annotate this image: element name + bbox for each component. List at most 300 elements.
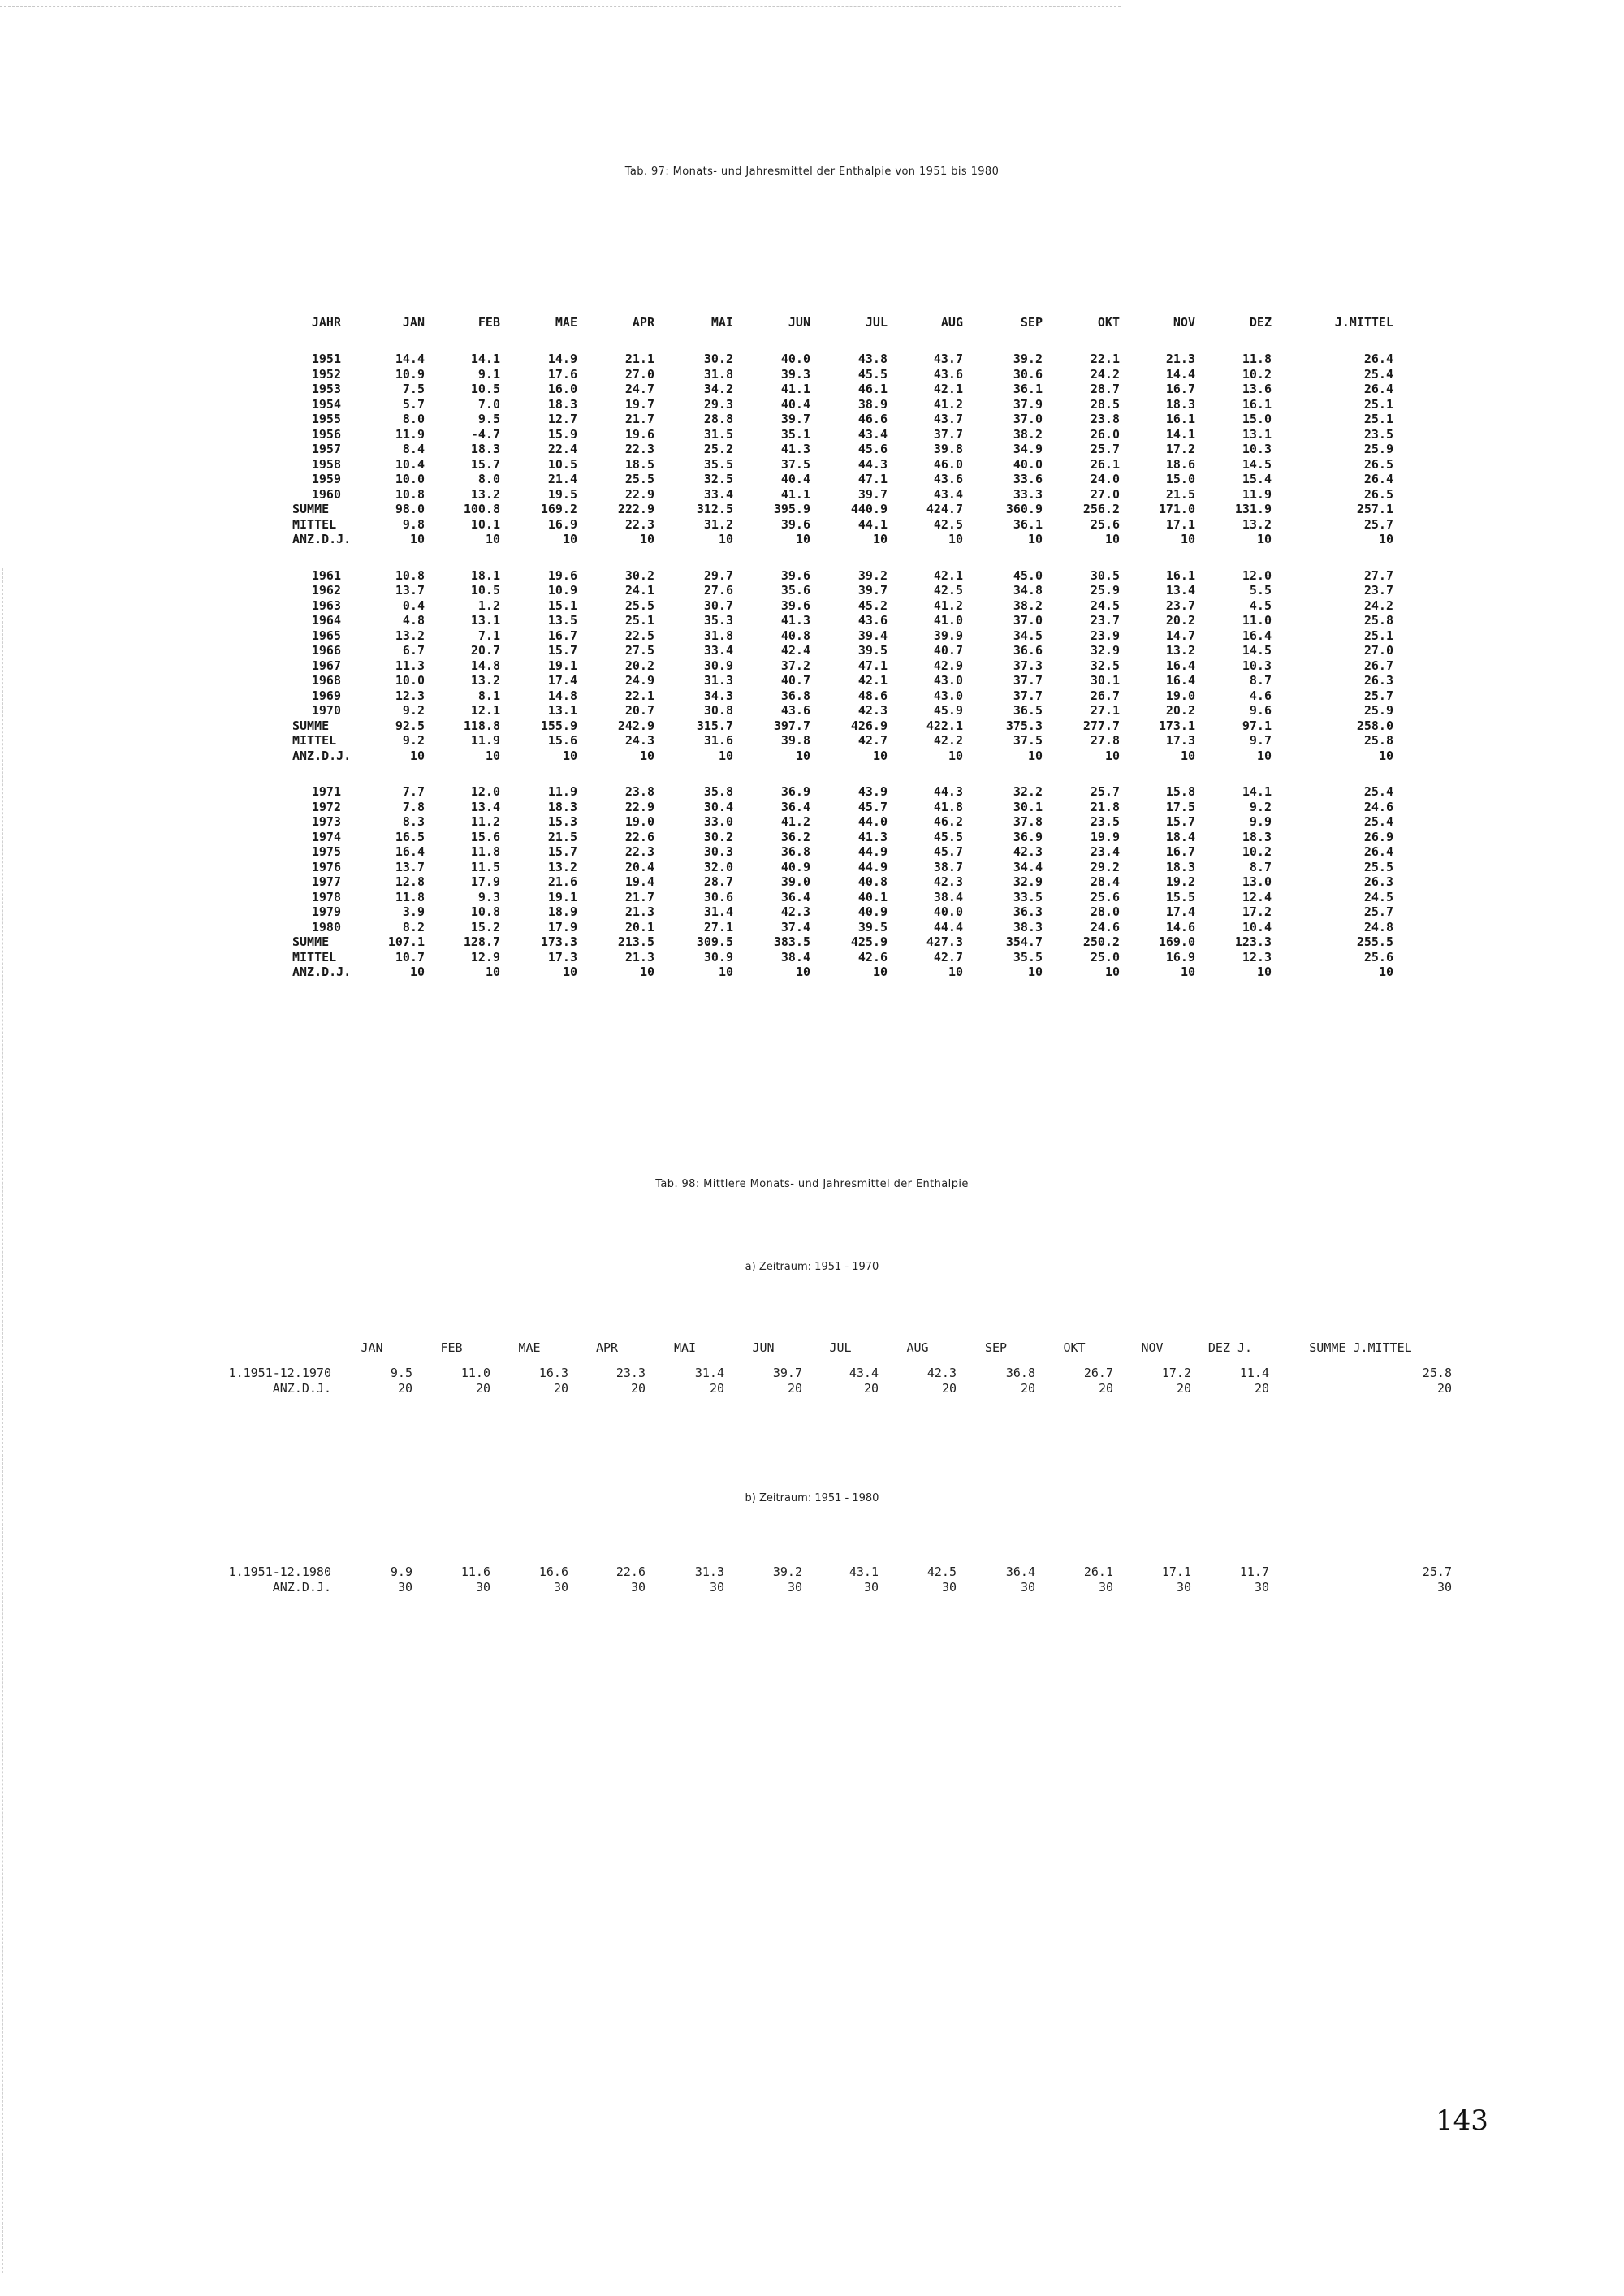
year-row — [292, 397, 1393, 412]
anz-label: ANZ.D.J. — [292, 532, 352, 546]
value-cell: 32.5 — [1090, 658, 1120, 673]
value-cell: 10.5 — [470, 382, 500, 396]
value-cell: 39.4 — [857, 628, 888, 643]
year-cell: 1978 — [311, 889, 341, 904]
year-row — [292, 457, 1393, 473]
row-label: 1.1951-12.1970 — [228, 1366, 331, 1380]
value-cell: 25.1 — [1363, 628, 1393, 643]
column-header: APR — [595, 1340, 619, 1355]
value-cell: 18.3 — [1165, 859, 1195, 874]
year-row — [292, 673, 1393, 688]
value-cell: 19.0 — [1165, 688, 1195, 703]
value-cell: 14.8 — [547, 688, 577, 703]
value-cell: 39.6 — [780, 516, 810, 532]
value-cell: 37.5 — [780, 456, 810, 472]
value-cell: 45.5 — [933, 829, 963, 844]
column-header: FEB — [440, 1340, 463, 1355]
value-cell: 35.5 — [703, 456, 733, 472]
year-cell: 1954 — [311, 396, 341, 412]
value-cell: 107.1 — [387, 934, 425, 949]
value-cell: 27.0 — [624, 366, 654, 382]
value-cell: 41.3 — [780, 613, 810, 628]
value-cell: 10 — [718, 532, 733, 546]
value-cell: 17.9 — [470, 874, 500, 889]
value-cell: 35.3 — [703, 613, 733, 628]
value-cell: 12.0 — [1242, 568, 1272, 583]
value-cell: 37.2 — [780, 658, 810, 673]
value-cell: 17.3 — [547, 949, 577, 965]
value-cell: 39.5 — [857, 919, 888, 934]
value-cell: 26.3 — [1363, 874, 1393, 889]
value-cell: 31.6 — [703, 733, 733, 748]
value-cell: 21.7 — [624, 889, 654, 904]
value-cell: 17.5 — [1165, 799, 1195, 814]
value-cell: 21.3 — [624, 949, 654, 965]
value-cell: 19.5 — [547, 486, 577, 502]
value-cell: 42.5 — [933, 583, 963, 598]
value-cell: 25.7 — [1090, 442, 1120, 456]
column-header: JAHR — [311, 315, 341, 330]
value-cell: 10 — [562, 532, 577, 546]
value-cell: 24.5 — [1363, 889, 1393, 904]
separator-cell — [292, 547, 1393, 568]
value-cell: 257.1 — [1356, 502, 1393, 516]
year-row — [292, 427, 1393, 442]
value-cell: 37.7 — [933, 426, 963, 442]
value-cell: 23.5 — [1090, 814, 1120, 829]
value-cell: 427.3 — [926, 934, 963, 949]
value-cell: 40.0 — [933, 904, 963, 919]
separator-cell — [292, 763, 1393, 784]
value-cell: 16.4 — [1165, 658, 1195, 673]
value-cell: 45.2 — [857, 598, 888, 613]
scan-margin-line — [2, 568, 3, 2273]
value-cell: 45.6 — [857, 442, 888, 456]
value-cell: 30.1 — [1013, 799, 1043, 814]
value-cell: 425.9 — [850, 934, 888, 949]
value-cell: 10 — [1256, 748, 1272, 763]
value-cell: 10.0 — [395, 472, 425, 486]
value-cell: 10 — [872, 965, 888, 979]
value-cell: 10 — [409, 965, 425, 979]
value-cell: 10 — [718, 748, 733, 763]
value-cell: 26.5 — [1363, 456, 1393, 472]
value-cell: 16.3 — [538, 1366, 568, 1380]
value-cell: 41.2 — [780, 814, 810, 829]
value-cell: 22.9 — [624, 799, 654, 814]
value-cell: 14.4 — [395, 352, 425, 366]
summe-label: SUMME — [292, 502, 330, 516]
value-cell: 25.4 — [1363, 366, 1393, 382]
value-cell: 45.5 — [857, 366, 888, 382]
value-cell: 18.3 — [1242, 829, 1272, 844]
value-cell: 30.8 — [703, 703, 733, 718]
year-cell: 1975 — [311, 844, 341, 859]
value-cell: 41.3 — [857, 829, 888, 844]
value-cell: 14.1 — [470, 352, 500, 366]
value-cell: 20 — [709, 1381, 724, 1396]
value-cell: 10 — [1378, 532, 1393, 546]
value-cell: 21.8 — [1090, 799, 1120, 814]
value-cell: 10 — [948, 748, 963, 763]
anz-label: ANZ.D.J. — [292, 748, 352, 763]
year-cell: 1955 — [311, 412, 341, 426]
value-cell: 36.5 — [1013, 703, 1043, 718]
value-cell: 1.2 — [477, 598, 500, 613]
value-cell: 10.2 — [1242, 844, 1272, 859]
value-cell: 9.2 — [1249, 799, 1272, 814]
value-cell: 10.2 — [1242, 366, 1272, 382]
value-cell: 15.0 — [1242, 412, 1272, 426]
value-cell: 13.1 — [547, 703, 577, 718]
value-cell: 28.0 — [1090, 904, 1120, 919]
value-cell: 13.2 — [395, 628, 425, 643]
value-cell: 37.3 — [1013, 658, 1043, 673]
value-cell: 21.3 — [1165, 352, 1195, 366]
value-cell: 39.8 — [933, 442, 963, 456]
value-cell: 11.9 — [547, 784, 577, 799]
value-cell: 38.3 — [1013, 919, 1043, 934]
value-cell: 25.9 — [1090, 583, 1120, 598]
value-cell: 36.1 — [1013, 382, 1043, 396]
value-cell: 38.2 — [1013, 426, 1043, 442]
value-cell: 25.0 — [1090, 949, 1120, 965]
value-cell: 20 — [863, 1381, 879, 1396]
value-cell: 10 — [639, 748, 654, 763]
value-cell: 30 — [863, 1580, 879, 1595]
value-cell: 11.9 — [1242, 486, 1272, 502]
value-cell: 39.2 — [1013, 352, 1043, 366]
value-cell: 42.3 — [933, 874, 963, 889]
value-cell: 7.0 — [477, 396, 500, 412]
year-cell: 1974 — [311, 829, 341, 844]
value-cell: 11.0 — [1242, 613, 1272, 628]
value-cell: 17.2 — [1165, 442, 1195, 456]
row-label: 1.1951-12.1980 — [228, 1564, 331, 1579]
value-cell: 42.7 — [933, 949, 963, 965]
value-cell: 40.4 — [780, 396, 810, 412]
value-cell: 10 — [562, 748, 577, 763]
summe-row — [292, 934, 1393, 950]
value-cell: 43.6 — [857, 613, 888, 628]
value-cell: 18.6 — [1165, 456, 1195, 472]
anz-row — [292, 749, 1393, 764]
value-cell: 22.4 — [547, 442, 577, 456]
value-cell: 40.0 — [780, 352, 810, 366]
year-cell: 1967 — [311, 658, 341, 673]
value-cell: 26.7 — [1083, 1366, 1113, 1380]
value-cell: 46.6 — [857, 412, 888, 426]
row-label: ANZ.D.J. — [272, 1580, 331, 1595]
value-cell: 42.5 — [926, 1564, 957, 1579]
value-cell: 34.9 — [1013, 442, 1043, 456]
value-cell: 10.9 — [547, 583, 577, 598]
year-cell: 1969 — [311, 688, 341, 703]
value-cell: -4.7 — [470, 426, 500, 442]
value-cell: 15.4 — [1242, 472, 1272, 486]
value-cell: 15.9 — [547, 426, 577, 442]
value-cell: 45.7 — [933, 844, 963, 859]
value-cell: 8.0 — [477, 472, 500, 486]
column-header: MAE — [555, 315, 577, 330]
value-cell: 7.1 — [477, 628, 500, 643]
value-cell: 35.1 — [780, 426, 810, 442]
value-cell: 24.2 — [1090, 366, 1120, 382]
tab98-part-a-table — [185, 1340, 1452, 1396]
value-cell: 36.6 — [1013, 643, 1043, 658]
value-cell: 8.4 — [402, 442, 425, 456]
value-cell: 10 — [485, 965, 500, 979]
value-cell: 15.7 — [1165, 814, 1195, 829]
value-cell: 10 — [562, 965, 577, 979]
value-cell: 20.2 — [624, 658, 654, 673]
value-cell: 25.2 — [703, 442, 733, 456]
value-cell: 38.2 — [1013, 598, 1043, 613]
value-cell: 34.5 — [1013, 628, 1043, 643]
value-cell: 45.9 — [933, 703, 963, 718]
value-cell: 22.3 — [624, 844, 654, 859]
value-cell: 43.0 — [933, 688, 963, 703]
value-cell: 250.2 — [1082, 934, 1120, 949]
value-cell: 10 — [795, 748, 810, 763]
year-cell: 1966 — [311, 643, 341, 658]
year-row — [292, 800, 1393, 815]
value-cell: 15.8 — [1165, 784, 1195, 799]
value-cell: 155.9 — [540, 718, 577, 733]
value-cell: 10 — [1027, 532, 1043, 546]
value-cell: 16.1 — [1165, 412, 1195, 426]
value-cell: 33.5 — [1013, 889, 1043, 904]
value-cell: 39.5 — [857, 643, 888, 658]
value-cell: 31.8 — [703, 628, 733, 643]
value-cell: 4.6 — [1249, 688, 1272, 703]
value-cell: 36.4 — [1005, 1564, 1035, 1579]
value-cell: 10.4 — [1242, 919, 1272, 934]
value-cell: 20.2 — [1165, 613, 1195, 628]
value-cell: 25.6 — [1090, 889, 1120, 904]
value-cell: 18.3 — [547, 396, 577, 412]
value-cell: 25.5 — [1363, 859, 1393, 874]
value-cell: 42.3 — [926, 1366, 957, 1380]
value-cell: 10 — [1104, 532, 1120, 546]
value-cell: 4.8 — [402, 613, 425, 628]
value-cell: 17.9 — [547, 919, 577, 934]
value-cell: 17.2 — [1161, 1366, 1191, 1380]
value-cell: 26.4 — [1363, 352, 1393, 366]
value-cell: 42.1 — [933, 382, 963, 396]
value-cell: 424.7 — [926, 502, 963, 516]
value-cell: 40.9 — [857, 904, 888, 919]
value-cell: 30.9 — [703, 658, 733, 673]
year-row — [292, 598, 1393, 614]
value-cell: 16.1 — [1242, 396, 1272, 412]
value-cell: 26.1 — [1083, 1564, 1113, 1579]
value-cell: 98.0 — [395, 502, 425, 516]
mittel-label: MITTEL — [292, 733, 337, 748]
value-cell: 24.1 — [624, 583, 654, 598]
value-cell: 41.0 — [933, 613, 963, 628]
value-cell: 255.5 — [1356, 934, 1393, 949]
year-row — [292, 688, 1393, 704]
column-header: OKT — [1063, 1340, 1086, 1355]
value-cell: 440.9 — [850, 502, 888, 516]
value-cell: 31.5 — [703, 426, 733, 442]
value-cell: 42.3 — [857, 703, 888, 718]
value-cell: 22.3 — [624, 516, 654, 532]
value-cell: 24.0 — [1090, 472, 1120, 486]
page-number: 143 — [1436, 2104, 1488, 2137]
value-cell: 20 — [553, 1381, 568, 1396]
value-cell: 39.7 — [780, 412, 810, 426]
summe-label: SUMME — [292, 934, 330, 949]
value-cell: 40.7 — [780, 673, 810, 688]
value-cell: 18.3 — [547, 799, 577, 814]
value-cell: 9.7 — [1249, 733, 1272, 748]
value-cell: 10 — [795, 965, 810, 979]
value-cell: 20 — [941, 1381, 957, 1396]
value-cell: 18.4 — [1165, 829, 1195, 844]
value-cell: 43.4 — [849, 1366, 879, 1380]
value-cell: 24.2 — [1363, 598, 1393, 613]
value-cell: 13.2 — [470, 673, 500, 688]
value-cell: 42.1 — [933, 568, 963, 583]
summe-label: SUMME — [292, 718, 330, 733]
block-separator — [292, 547, 1393, 568]
value-cell: 26.4 — [1363, 844, 1393, 859]
summe-row — [292, 502, 1393, 517]
value-cell: 9.5 — [390, 1366, 412, 1380]
value-cell: 13.4 — [470, 799, 500, 814]
value-cell: 7.8 — [402, 799, 425, 814]
value-cell: 32.9 — [1013, 874, 1043, 889]
value-cell: 19.9 — [1090, 829, 1120, 844]
value-cell: 37.9 — [1013, 396, 1043, 412]
value-cell: 15.7 — [547, 643, 577, 658]
value-cell: 19.6 — [547, 568, 577, 583]
value-cell: 12.3 — [395, 688, 425, 703]
column-header: SUMME J.MITTEL — [1309, 1340, 1412, 1355]
value-cell: 30 — [1176, 1580, 1191, 1595]
row-spacer — [292, 330, 1393, 352]
value-cell: 315.7 — [696, 718, 733, 733]
column-header: JUL — [829, 1340, 852, 1355]
value-cell: 13.4 — [1165, 583, 1195, 598]
value-cell: 31.3 — [694, 1564, 724, 1579]
column-header: AUG — [940, 315, 963, 330]
value-cell: 12.1 — [470, 703, 500, 718]
value-cell: 36.2 — [780, 829, 810, 844]
value-cell: 44.9 — [857, 844, 888, 859]
summe-row — [292, 719, 1393, 734]
value-cell: 11.8 — [1242, 352, 1272, 366]
value-cell: 21.7 — [624, 412, 654, 426]
value-cell: 128.7 — [463, 934, 500, 949]
value-cell: 12.8 — [395, 874, 425, 889]
header-gap — [185, 1356, 1452, 1366]
value-cell: 37.5 — [1013, 733, 1043, 748]
mittel-row — [292, 950, 1393, 965]
value-cell: 21.6 — [547, 874, 577, 889]
value-cell: 26.7 — [1090, 688, 1120, 703]
value-cell: 14.8 — [470, 658, 500, 673]
year-cell: 1968 — [311, 673, 341, 688]
value-cell: 20 — [1098, 1381, 1113, 1396]
value-cell: 38.9 — [857, 396, 888, 412]
value-cell: 43.6 — [933, 366, 963, 382]
value-cell: 25.7 — [1363, 516, 1393, 532]
value-cell: 46.2 — [933, 814, 963, 829]
value-cell: 25.4 — [1363, 814, 1393, 829]
value-cell: 20.7 — [470, 643, 500, 658]
value-cell: 24.3 — [624, 733, 654, 748]
value-cell: 426.9 — [850, 718, 888, 733]
value-cell: 37.4 — [780, 919, 810, 934]
value-cell: 8.2 — [402, 919, 425, 934]
value-cell: 10 — [409, 748, 425, 763]
year-cell: 1963 — [311, 598, 341, 613]
year-cell: 1972 — [311, 799, 341, 814]
value-cell: 213.5 — [617, 934, 654, 949]
value-cell: 31.8 — [703, 366, 733, 382]
value-cell: 39.2 — [772, 1564, 802, 1579]
value-cell: 29.7 — [703, 568, 733, 583]
value-cell: 24.6 — [1090, 919, 1120, 934]
value-cell: 35.8 — [703, 784, 733, 799]
value-cell: 25.7 — [1363, 688, 1393, 703]
tab98-part-a-label: a) Zeitraum: 1951 - 1970 — [745, 1261, 879, 1273]
year-cell: 1970 — [311, 703, 341, 718]
value-cell: 375.3 — [1005, 718, 1043, 733]
value-cell: 28.5 — [1090, 396, 1120, 412]
year-row — [292, 830, 1393, 845]
value-cell: 16.7 — [1165, 844, 1195, 859]
year-row — [292, 844, 1393, 860]
value-cell: 30.6 — [703, 889, 733, 904]
value-cell: 39.8 — [780, 733, 810, 748]
spacer-cell — [292, 330, 1393, 352]
value-cell: 10 — [948, 965, 963, 979]
year-cell: 1980 — [311, 919, 341, 934]
value-cell: 222.9 — [617, 502, 654, 516]
value-cell: 19.1 — [547, 658, 577, 673]
value-cell: 20 — [1436, 1381, 1452, 1396]
value-cell: 14.5 — [1242, 456, 1272, 472]
value-cell: 11.6 — [460, 1564, 490, 1579]
value-cell: 17.2 — [1242, 904, 1272, 919]
value-cell: 10 — [718, 965, 733, 979]
value-cell: 18.1 — [470, 568, 500, 583]
value-cell: 12.9 — [470, 949, 500, 965]
value-cell: 23.8 — [1090, 412, 1120, 426]
year-cell: 1952 — [311, 366, 341, 382]
value-cell: 256.2 — [1082, 502, 1120, 516]
value-cell: 25.8 — [1422, 1366, 1452, 1380]
value-cell: 23.3 — [615, 1366, 646, 1380]
year-cell: 1960 — [311, 486, 341, 502]
value-cell: 38.7 — [933, 859, 963, 874]
value-cell: 0.4 — [402, 598, 425, 613]
anz-label: ANZ.D.J. — [292, 965, 352, 979]
value-cell: 30 — [1254, 1580, 1269, 1595]
column-header: JAN — [402, 315, 425, 330]
value-cell: 10 — [409, 532, 425, 546]
value-cell: 6.7 — [402, 643, 425, 658]
value-cell: 131.9 — [1234, 502, 1272, 516]
value-cell: 30.2 — [703, 829, 733, 844]
value-cell: 9.3 — [477, 889, 500, 904]
column-header: NOV — [1173, 315, 1195, 330]
year-cell: 1958 — [311, 456, 341, 472]
